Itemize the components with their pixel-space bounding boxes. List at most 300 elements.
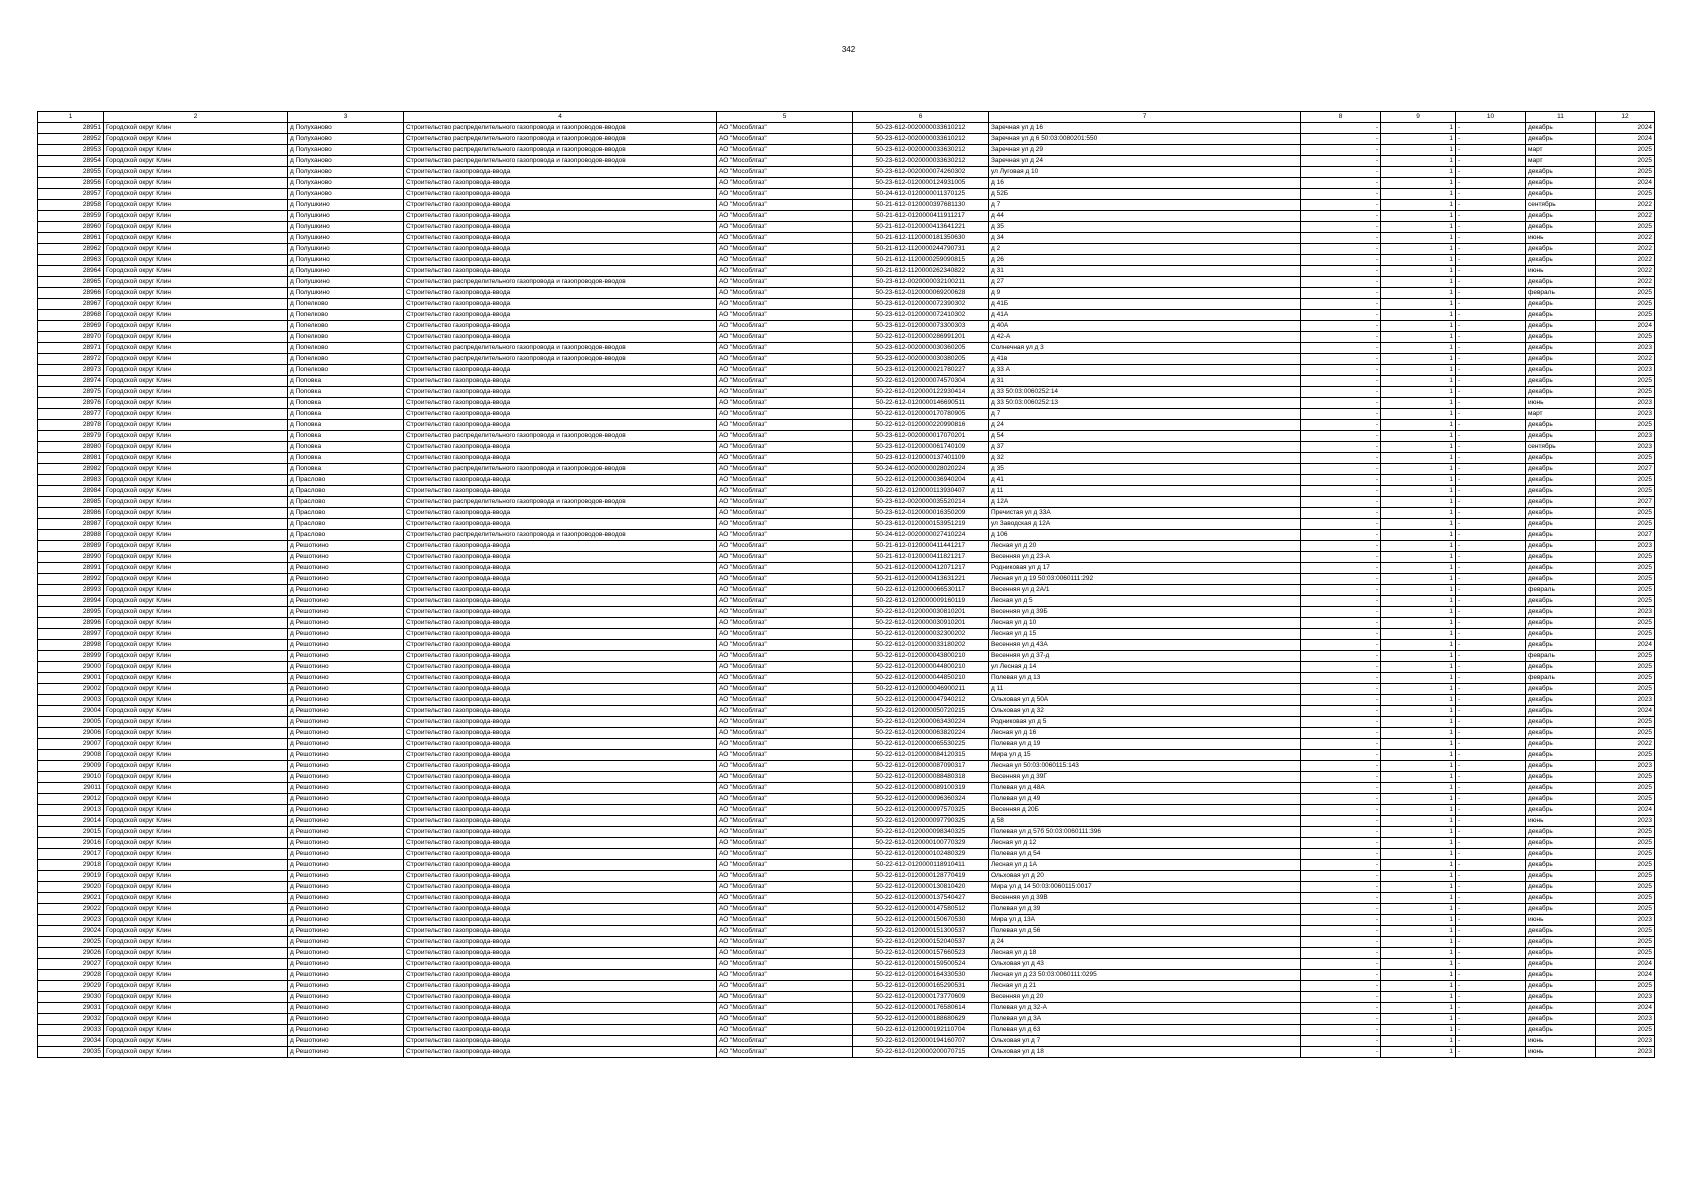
cell-quantity: 1 bbox=[1381, 464, 1456, 475]
cell-work-type: Строительство газопровода-ввода bbox=[404, 750, 717, 761]
cell-municipality: Городской округ Клин bbox=[104, 1014, 288, 1025]
cell-organization: АО "Мособлгаз" bbox=[717, 134, 853, 145]
cell-object-code: 50-22-612-0120000044850210 bbox=[853, 673, 989, 684]
cell-quantity: 1 bbox=[1381, 816, 1456, 827]
cell-settlement: д Решоткино bbox=[288, 816, 404, 827]
cell-col-8: - bbox=[1301, 552, 1381, 563]
cell-work-type: Строительство газопровода-ввода bbox=[404, 761, 717, 772]
cell-col-8: - bbox=[1301, 981, 1381, 992]
cell-settlement: д Решоткино bbox=[288, 992, 404, 1003]
cell-row-number: 28980 bbox=[38, 442, 104, 453]
table-row bbox=[38, 607, 1655, 618]
cell-row-number: 29030 bbox=[38, 992, 104, 1003]
cell-row-number: 29023 bbox=[38, 915, 104, 926]
cell-address: Ольховая ул д 20 bbox=[989, 871, 1301, 882]
header-cell: 3 bbox=[288, 112, 404, 123]
cell-quantity: 1 bbox=[1381, 739, 1456, 750]
cell-address: Лесная ул д 12 bbox=[989, 838, 1301, 849]
cell-organization: АО "Мособлгаз" bbox=[717, 233, 853, 244]
table-row bbox=[38, 838, 1655, 849]
cell-quantity: 1 bbox=[1381, 563, 1456, 574]
cell-organization: АО "Мособлгаз" bbox=[717, 607, 853, 618]
cell-year: 2024 bbox=[1596, 1003, 1655, 1014]
cell-month: июнь bbox=[1526, 266, 1596, 277]
cell-municipality: Городской округ Клин bbox=[104, 662, 288, 673]
cell-year: 2023 bbox=[1596, 409, 1655, 420]
cell-quantity: 1 bbox=[1381, 376, 1456, 387]
cell-object-code: 50-22-612-0120000063820224 bbox=[853, 728, 989, 739]
cell-work-type: Строительство газопровода-ввода bbox=[404, 827, 717, 838]
cell-year: 2025 bbox=[1596, 673, 1655, 684]
cell-organization: АО "Мособлгаз" bbox=[717, 673, 853, 684]
cell-municipality: Городской округ Клин bbox=[104, 233, 288, 244]
cell-work-type: Строительство газопровода-ввода bbox=[404, 255, 717, 266]
cell-object-code: 50-23-612-0120000124931005 bbox=[853, 178, 989, 189]
cell-object-code: 50-23-612-0120000016350209 bbox=[853, 508, 989, 519]
cell-address: д 44 bbox=[989, 211, 1301, 222]
cell-col-10: - bbox=[1456, 1047, 1526, 1058]
cell-year: 2022 bbox=[1596, 739, 1655, 750]
cell-row-number: 28962 bbox=[38, 244, 104, 255]
cell-year: 2025 bbox=[1596, 486, 1655, 497]
cell-year: 2025 bbox=[1596, 728, 1655, 739]
cell-work-type: Строительство газопровода-ввода bbox=[404, 816, 717, 827]
cell-municipality: Городской округ Клин bbox=[104, 915, 288, 926]
page-number: 342 bbox=[841, 45, 856, 54]
cell-organization: АО "Мособлгаз" bbox=[717, 662, 853, 673]
cell-municipality: Городской округ Клин bbox=[104, 992, 288, 1003]
cell-settlement: д Решоткино bbox=[288, 1036, 404, 1047]
cell-col-10: - bbox=[1456, 1036, 1526, 1047]
cell-quantity: 1 bbox=[1381, 343, 1456, 354]
cell-month: декабрь bbox=[1526, 717, 1596, 728]
cell-municipality: Городской округ Клин bbox=[104, 167, 288, 178]
cell-col-10: - bbox=[1456, 563, 1526, 574]
cell-object-code: 50-22-612-0120000146690511 bbox=[853, 398, 989, 409]
cell-year: 2024 bbox=[1596, 805, 1655, 816]
cell-settlement: д Решоткино bbox=[288, 1014, 404, 1025]
cell-row-number: 28975 bbox=[38, 387, 104, 398]
cell-row-number: 29022 bbox=[38, 904, 104, 915]
cell-settlement: д Решоткино bbox=[288, 673, 404, 684]
cell-year: 2023 bbox=[1596, 1014, 1655, 1025]
cell-settlement: д Решоткино bbox=[288, 695, 404, 706]
cell-row-number: 28957 bbox=[38, 189, 104, 200]
cell-col-8: - bbox=[1301, 288, 1381, 299]
cell-settlement: д Решоткино bbox=[288, 849, 404, 860]
cell-municipality: Городской округ Клин bbox=[104, 123, 288, 134]
table-row bbox=[38, 431, 1655, 442]
cell-month: декабрь bbox=[1526, 629, 1596, 640]
cell-row-number: 28969 bbox=[38, 321, 104, 332]
cell-month: декабрь bbox=[1526, 838, 1596, 849]
cell-col-10: - bbox=[1456, 123, 1526, 134]
cell-row-number: 29033 bbox=[38, 1025, 104, 1036]
cell-object-code: 50-23-612-0020000017070201 bbox=[853, 431, 989, 442]
cell-organization: АО "Мособлгаз" bbox=[717, 156, 853, 167]
cell-col-10: - bbox=[1456, 486, 1526, 497]
cell-municipality: Городской округ Клин bbox=[104, 948, 288, 959]
cell-object-code: 50-23-612-0020000033610212 bbox=[853, 134, 989, 145]
cell-organization: АО "Мособлгаз" bbox=[717, 420, 853, 431]
cell-year: 2023 bbox=[1596, 695, 1655, 706]
cell-col-10: - bbox=[1456, 739, 1526, 750]
cell-organization: АО "Мособлгаз" bbox=[717, 992, 853, 1003]
cell-address: Лесная ул д 21 bbox=[989, 981, 1301, 992]
cell-settlement: д Решоткино bbox=[288, 596, 404, 607]
cell-address: Весенняя ул д 39В bbox=[989, 893, 1301, 904]
cell-col-8: - bbox=[1301, 354, 1381, 365]
cell-month: декабрь bbox=[1526, 805, 1596, 816]
cell-month: декабрь bbox=[1526, 684, 1596, 695]
cell-year: 2024 bbox=[1596, 178, 1655, 189]
cell-col-8: - bbox=[1301, 640, 1381, 651]
cell-row-number: 28958 bbox=[38, 200, 104, 211]
cell-municipality: Городской округ Клин bbox=[104, 750, 288, 761]
table-row bbox=[38, 167, 1655, 178]
cell-row-number: 29021 bbox=[38, 893, 104, 904]
cell-address: д 41А bbox=[989, 310, 1301, 321]
cell-municipality: Городской округ Клин bbox=[104, 299, 288, 310]
cell-work-type: Строительство газопровода-ввода bbox=[404, 585, 717, 596]
cell-address: Заречная ул д 29 bbox=[989, 145, 1301, 156]
table-row bbox=[38, 464, 1655, 475]
cell-col-8: - bbox=[1301, 750, 1381, 761]
cell-settlement: д Полуханово bbox=[288, 178, 404, 189]
cell-quantity: 1 bbox=[1381, 453, 1456, 464]
table-row bbox=[38, 695, 1655, 706]
cell-year: 2025 bbox=[1596, 904, 1655, 915]
cell-organization: АО "Мособлгаз" bbox=[717, 321, 853, 332]
cell-object-code: 50-23-612-0120000137401109 bbox=[853, 453, 989, 464]
cell-col-8: - bbox=[1301, 486, 1381, 497]
cell-municipality: Городской округ Клин bbox=[104, 871, 288, 882]
cell-address: Весенняя ул д 2А/1 bbox=[989, 585, 1301, 596]
cell-col-8: - bbox=[1301, 673, 1381, 684]
cell-organization: АО "Мособлгаз" bbox=[717, 827, 853, 838]
cell-quantity: 1 bbox=[1381, 222, 1456, 233]
cell-col-10: - bbox=[1456, 497, 1526, 508]
cell-year: 2025 bbox=[1596, 585, 1655, 596]
cell-settlement: д Решоткино bbox=[288, 563, 404, 574]
cell-year: 2025 bbox=[1596, 783, 1655, 794]
cell-settlement: д Попелково bbox=[288, 310, 404, 321]
cell-municipality: Городской округ Клин bbox=[104, 651, 288, 662]
cell-col-10: - bbox=[1456, 970, 1526, 981]
cell-row-number: 28991 bbox=[38, 563, 104, 574]
cell-settlement: д Решоткино bbox=[288, 585, 404, 596]
cell-work-type: Строительство газопровода-ввода bbox=[404, 1047, 717, 1058]
cell-work-type: Строительство газопровода-ввода bbox=[404, 288, 717, 299]
cell-col-8: - bbox=[1301, 860, 1381, 871]
cell-work-type: Строительство газопровода-ввода bbox=[404, 233, 717, 244]
cell-quantity: 1 bbox=[1381, 497, 1456, 508]
cell-settlement: д Решоткино bbox=[288, 761, 404, 772]
cell-object-code: 50-22-612-0120000137540427 bbox=[853, 893, 989, 904]
cell-organization: АО "Мособлгаз" bbox=[717, 1047, 853, 1058]
cell-quantity: 1 bbox=[1381, 409, 1456, 420]
cell-work-type: Строительство распределительного газопровода и газопроводов-вводов bbox=[404, 497, 717, 508]
cell-work-type: Строительство распределительного газопровода и газопроводов-вводов bbox=[404, 277, 717, 288]
header-cell: 6 bbox=[853, 112, 989, 123]
cell-month: декабрь bbox=[1526, 486, 1596, 497]
cell-month: декабрь bbox=[1526, 761, 1596, 772]
cell-col-10: - bbox=[1456, 695, 1526, 706]
cell-municipality: Городской округ Клин bbox=[104, 882, 288, 893]
cell-quantity: 1 bbox=[1381, 684, 1456, 695]
cell-col-8: - bbox=[1301, 585, 1381, 596]
cell-organization: АО "Мособлгаз" bbox=[717, 145, 853, 156]
cell-col-8: - bbox=[1301, 519, 1381, 530]
cell-col-8: - bbox=[1301, 1014, 1381, 1025]
cell-municipality: Городской округ Клин bbox=[104, 805, 288, 816]
cell-settlement: д Решоткино bbox=[288, 893, 404, 904]
cell-quantity: 1 bbox=[1381, 805, 1456, 816]
cell-col-10: - bbox=[1456, 222, 1526, 233]
cell-address: Родниковая ул д 5 bbox=[989, 717, 1301, 728]
cell-col-8: - bbox=[1301, 1025, 1381, 1036]
cell-quantity: 1 bbox=[1381, 519, 1456, 530]
cell-year: 2024 bbox=[1596, 123, 1655, 134]
cell-settlement: д Решоткино bbox=[288, 739, 404, 750]
cell-col-10: - bbox=[1456, 310, 1526, 321]
table-row bbox=[38, 321, 1655, 332]
table-row bbox=[38, 299, 1655, 310]
cell-row-number: 28985 bbox=[38, 497, 104, 508]
cell-municipality: Городской округ Клин bbox=[104, 431, 288, 442]
cell-address: Лесная ул д 15 bbox=[989, 629, 1301, 640]
cell-quantity: 1 bbox=[1381, 662, 1456, 673]
cell-month: декабрь bbox=[1526, 992, 1596, 1003]
table-row bbox=[38, 541, 1655, 552]
cell-address: д 42-А bbox=[989, 332, 1301, 343]
cell-row-number: 29006 bbox=[38, 728, 104, 739]
cell-month: декабрь bbox=[1526, 332, 1596, 343]
table-row bbox=[38, 948, 1655, 959]
cell-organization: АО "Мособлгаз" bbox=[717, 695, 853, 706]
cell-object-code: 50-21-612-0120000411821217 bbox=[853, 552, 989, 563]
cell-municipality: Городской округ Клин bbox=[104, 838, 288, 849]
cell-col-8: - bbox=[1301, 266, 1381, 277]
cell-work-type: Строительство газопровода-ввода bbox=[404, 618, 717, 629]
cell-work-type: Строительство распределительного газопровода и газопроводов-вводов bbox=[404, 156, 717, 167]
cell-address: д 31 bbox=[989, 376, 1301, 387]
cell-organization: АО "Мособлгаз" bbox=[717, 277, 853, 288]
cell-month: декабрь bbox=[1526, 783, 1596, 794]
cell-municipality: Городской округ Клин bbox=[104, 607, 288, 618]
table-row bbox=[38, 563, 1655, 574]
cell-col-10: - bbox=[1456, 827, 1526, 838]
cell-col-8: - bbox=[1301, 629, 1381, 640]
cell-settlement: д Решоткино bbox=[288, 684, 404, 695]
cell-organization: АО "Мособлгаз" bbox=[717, 178, 853, 189]
cell-address: д 40А bbox=[989, 321, 1301, 332]
table-row bbox=[38, 728, 1655, 739]
cell-work-type: Строительство газопровода-ввода bbox=[404, 596, 717, 607]
cell-year: 2025 bbox=[1596, 519, 1655, 530]
table-row bbox=[38, 926, 1655, 937]
cell-municipality: Городской округ Клин bbox=[104, 783, 288, 794]
cell-year: 2022 bbox=[1596, 354, 1655, 365]
cell-year: 2023 bbox=[1596, 761, 1655, 772]
cell-quantity: 1 bbox=[1381, 981, 1456, 992]
cell-month: декабрь bbox=[1526, 860, 1596, 871]
cell-year: 2025 bbox=[1596, 376, 1655, 387]
cell-settlement: д Полуханово bbox=[288, 167, 404, 178]
cell-object-code: 50-21-612-0120000413631221 bbox=[853, 574, 989, 585]
cell-month: декабрь bbox=[1526, 552, 1596, 563]
cell-col-8: - bbox=[1301, 1003, 1381, 1014]
cell-municipality: Городской округ Клин bbox=[104, 629, 288, 640]
cell-organization: АО "Мособлгаз" bbox=[717, 1025, 853, 1036]
cell-quantity: 1 bbox=[1381, 178, 1456, 189]
cell-month: декабрь bbox=[1526, 299, 1596, 310]
cell-work-type: Строительство газопровода-ввода bbox=[404, 442, 717, 453]
cell-row-number: 29015 bbox=[38, 827, 104, 838]
cell-municipality: Городской округ Клин bbox=[104, 277, 288, 288]
cell-month: декабрь bbox=[1526, 189, 1596, 200]
cell-col-8: - bbox=[1301, 244, 1381, 255]
cell-organization: АО "Мособлгаз" bbox=[717, 904, 853, 915]
table-row bbox=[38, 937, 1655, 948]
cell-col-8: - bbox=[1301, 167, 1381, 178]
cell-settlement: д Решоткино bbox=[288, 651, 404, 662]
table-row bbox=[38, 343, 1655, 354]
cell-work-type: Строительство газопровода-ввода bbox=[404, 200, 717, 211]
cell-settlement: д Решоткино bbox=[288, 871, 404, 882]
cell-settlement: д Решоткино bbox=[288, 750, 404, 761]
cell-quantity: 1 bbox=[1381, 1014, 1456, 1025]
cell-municipality: Городской округ Клин bbox=[104, 519, 288, 530]
table-row bbox=[38, 794, 1655, 805]
cell-settlement: д Решоткино bbox=[288, 882, 404, 893]
cell-quantity: 1 bbox=[1381, 772, 1456, 783]
cell-col-10: - bbox=[1456, 596, 1526, 607]
table-row bbox=[38, 134, 1655, 145]
cell-address: д 24 bbox=[989, 937, 1301, 948]
cell-col-10: - bbox=[1456, 805, 1526, 816]
cell-col-10: - bbox=[1456, 321, 1526, 332]
cell-address: Полевая ул д 13 bbox=[989, 673, 1301, 684]
cell-address: Лесная ул д 5 bbox=[989, 596, 1301, 607]
cell-work-type: Строительство газопровода-ввода bbox=[404, 981, 717, 992]
cell-row-number: 29005 bbox=[38, 717, 104, 728]
table-row bbox=[38, 761, 1655, 772]
cell-year: 2025 bbox=[1596, 717, 1655, 728]
cell-settlement: д Полуханово bbox=[288, 123, 404, 134]
cell-settlement: д Решоткино bbox=[288, 706, 404, 717]
cell-work-type: Строительство газопровода-ввода bbox=[404, 959, 717, 970]
cell-quantity: 1 bbox=[1381, 200, 1456, 211]
cell-row-number: 28982 bbox=[38, 464, 104, 475]
cell-row-number: 28955 bbox=[38, 167, 104, 178]
cell-settlement: д Попелково bbox=[288, 365, 404, 376]
cell-object-code: 50-21-612-0120000411441217 bbox=[853, 541, 989, 552]
cell-month: декабрь bbox=[1526, 849, 1596, 860]
cell-quantity: 1 bbox=[1381, 882, 1456, 893]
cell-municipality: Городской округ Клин bbox=[104, 541, 288, 552]
cell-row-number: 28976 bbox=[38, 398, 104, 409]
cell-organization: АО "Мособлгаз" bbox=[717, 860, 853, 871]
cell-quantity: 1 bbox=[1381, 750, 1456, 761]
cell-work-type: Строительство газопровода-ввода bbox=[404, 178, 717, 189]
cell-object-code: 50-22-612-0120000157660523 bbox=[853, 948, 989, 959]
cell-address: ул Заводская д 12А bbox=[989, 519, 1301, 530]
cell-settlement: д Решоткино bbox=[288, 717, 404, 728]
cell-quantity: 1 bbox=[1381, 1047, 1456, 1058]
cell-row-number: 28961 bbox=[38, 233, 104, 244]
table-row bbox=[38, 332, 1655, 343]
cell-row-number: 29001 bbox=[38, 673, 104, 684]
cell-object-code: 50-23-612-0120000021780227 bbox=[853, 365, 989, 376]
cell-row-number: 28986 bbox=[38, 508, 104, 519]
cell-year: 2025 bbox=[1596, 332, 1655, 343]
cell-col-8: - bbox=[1301, 1047, 1381, 1058]
cell-year: 2025 bbox=[1596, 222, 1655, 233]
table-row bbox=[38, 596, 1655, 607]
cell-settlement: д Полуханово bbox=[288, 156, 404, 167]
cell-municipality: Городской округ Клин bbox=[104, 398, 288, 409]
table-row bbox=[38, 398, 1655, 409]
cell-address: Полевая ул д 63 bbox=[989, 1025, 1301, 1036]
cell-address: д 35 bbox=[989, 464, 1301, 475]
cell-work-type: Строительство газопровода-ввода bbox=[404, 211, 717, 222]
cell-month: июнь bbox=[1526, 816, 1596, 827]
cell-col-10: - bbox=[1456, 189, 1526, 200]
cell-object-code: 50-22-612-0120000084120315 bbox=[853, 750, 989, 761]
cell-municipality: Городской округ Клин bbox=[104, 134, 288, 145]
cell-row-number: 28959 bbox=[38, 211, 104, 222]
cell-quantity: 1 bbox=[1381, 1003, 1456, 1014]
cell-work-type: Строительство газопровода-ввода bbox=[404, 662, 717, 673]
header-cell: 8 bbox=[1301, 112, 1381, 123]
table-row bbox=[38, 717, 1655, 728]
cell-row-number: 29011 bbox=[38, 783, 104, 794]
cell-settlement: д Решоткино bbox=[288, 629, 404, 640]
cell-object-code: 50-22-612-0120000033180202 bbox=[853, 640, 989, 651]
cell-object-code: 50-22-612-0120000087090317 bbox=[853, 761, 989, 772]
cell-object-code: 50-22-612-0120000128770419 bbox=[853, 871, 989, 882]
table-row bbox=[38, 244, 1655, 255]
cell-row-number: 28979 bbox=[38, 431, 104, 442]
cell-address: д 9 bbox=[989, 288, 1301, 299]
cell-address: Заречная ул д 24 bbox=[989, 156, 1301, 167]
cell-year: 2023 bbox=[1596, 431, 1655, 442]
cell-row-number: 28951 bbox=[38, 123, 104, 134]
cell-month: март bbox=[1526, 145, 1596, 156]
cell-row-number: 29014 bbox=[38, 816, 104, 827]
cell-col-10: - bbox=[1456, 244, 1526, 255]
table-row bbox=[38, 354, 1655, 365]
cell-municipality: Городской округ Клин bbox=[104, 530, 288, 541]
cell-month: февраль bbox=[1526, 585, 1596, 596]
cell-col-8: - bbox=[1301, 893, 1381, 904]
cell-work-type: Строительство газопровода-ввода bbox=[404, 805, 717, 816]
cell-work-type: Строительство газопровода-ввода bbox=[404, 310, 717, 321]
cell-col-8: - bbox=[1301, 805, 1381, 816]
cell-month: декабрь bbox=[1526, 882, 1596, 893]
cell-col-8: - bbox=[1301, 783, 1381, 794]
cell-col-10: - bbox=[1456, 398, 1526, 409]
cell-row-number: 28996 bbox=[38, 618, 104, 629]
table-row bbox=[38, 827, 1655, 838]
cell-col-8: - bbox=[1301, 937, 1381, 948]
cell-organization: АО "Мособлгаз" bbox=[717, 926, 853, 937]
cell-year: 2027 bbox=[1596, 497, 1655, 508]
cell-month: декабрь bbox=[1526, 475, 1596, 486]
cell-col-8: - bbox=[1301, 376, 1381, 387]
cell-row-number: 29004 bbox=[38, 706, 104, 717]
